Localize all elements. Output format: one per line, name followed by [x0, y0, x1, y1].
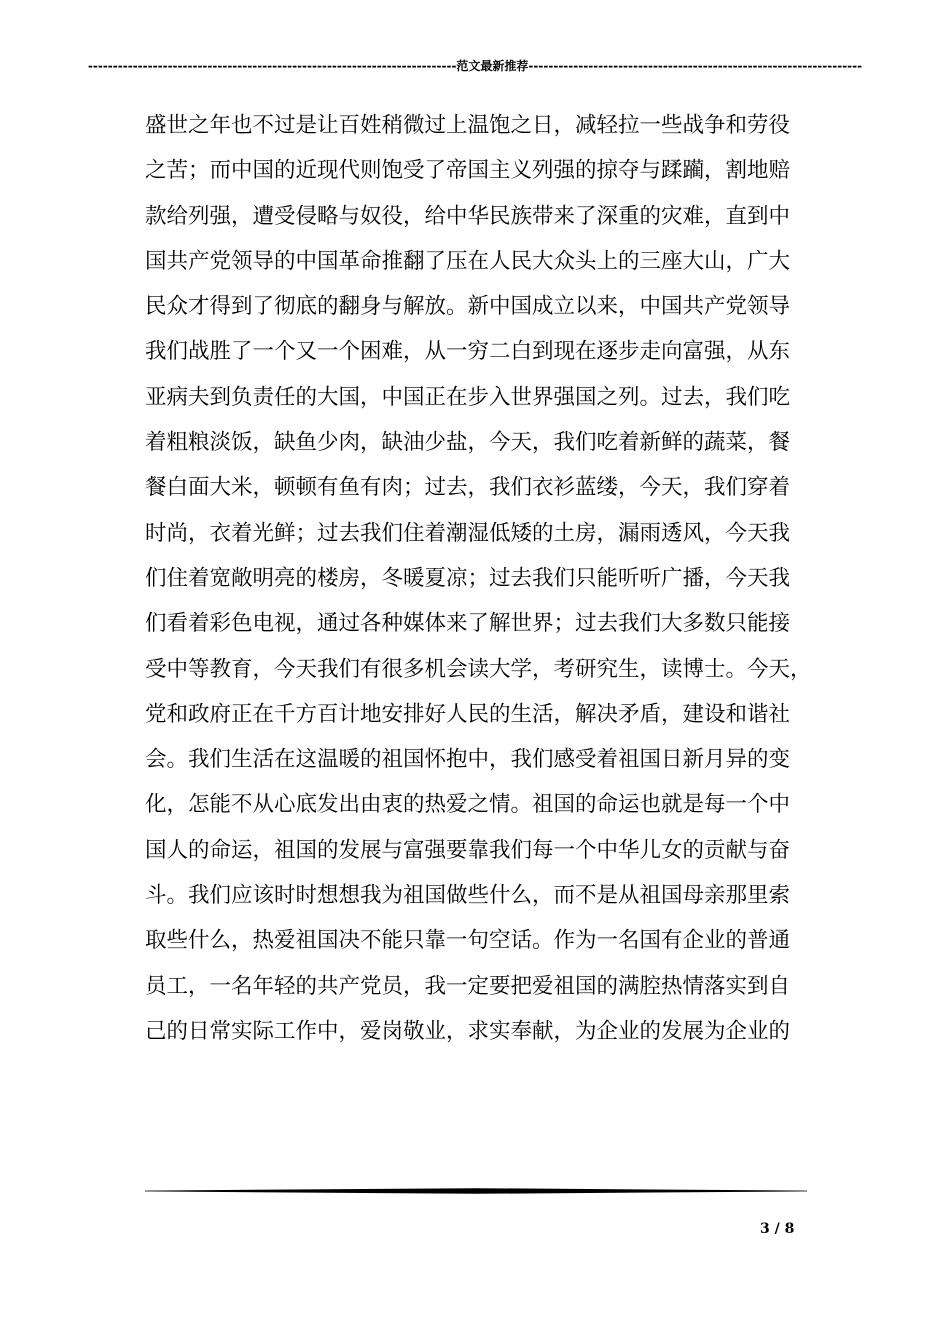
- text-line: 民众才得到了彻底的翻身与解放。新中国成立以来，中国共产党领导: [145, 294, 791, 320]
- footer-divider: [145, 1187, 807, 1195]
- page-number: 3 / 8: [760, 1221, 795, 1237]
- text-line: 盛世之年也不过是让百姓稍微过上温饱之日，减轻拉一些战争和劳役: [145, 113, 791, 138]
- text-line: 己的日常实际工作中，爱岗敬业，求实奉献，为企业的发展为企业的: [145, 1018, 791, 1044]
- text-line: 时尚，衣着光鲜；过去我们住着潮湿低矮的土房，漏雨透风，今天我: [145, 520, 791, 546]
- text-line: 化，怎能不从心底发出由衷的热爱之情。祖国的命运也就是每一个中: [145, 792, 791, 818]
- text-line: 会。我们生活在这温暖的祖国怀抱中，我们感受着祖国日新月异的变: [145, 747, 791, 773]
- text-line: 员工，一名年轻的共产党员，我一定要把爱祖国的满腔热情落实到自: [145, 973, 791, 999]
- text-line: 国人的命运，祖国的发展与富强要靠我们每一个中华儿女的贡献与奋: [145, 837, 791, 863]
- text-line: 我们战胜了一个又一个困难，从一穷二白到现在逐步走向富强，从东: [145, 339, 791, 365]
- text-line: 党和政府正在千方百计地安排好人民的生活，解决矛盾，建设和谐社: [145, 701, 791, 727]
- text-line: 餐白面大米，顿顿有鱼有肉；过去，我们衣衫蓝缕，今天，我们穿着: [145, 475, 791, 501]
- text-line: 款给列强，遭受侵略与奴役，给中华民族带来了深重的灾难，直到中: [145, 203, 791, 229]
- body-text: [145, 103, 821, 1054]
- text-line: 受中等教育，今天我们有很多机会读大学，考研究生，读博士。今天，: [145, 656, 812, 682]
- text-line: 取些什么，热爱祖国决不能只靠一句空话。作为一名国有企业的普通: [145, 928, 791, 954]
- page-header: --------------------------------------------------------------------------范文最新推荐-------------------------------------------------------------------: [87, 59, 863, 73]
- text-line: 之苦；而中国的近现代则饱受了帝国主义列强的掠夺与蹂躏，割地赔: [145, 158, 791, 184]
- text-line: 们看着彩色电视，通过各种媒体来了解世界；过去我们大多数只能接: [145, 611, 791, 637]
- text-line: 亚病夫到负责任的大国，中国正在步入世界强国之列。过去，我们吃: [145, 384, 791, 410]
- text-line: 斗。我们应该时时想想我为祖国做些什么，而不是从祖国母亲那里索: [145, 883, 791, 909]
- text-line: 们住着宽敞明亮的楼房，冬暖夏凉；过去我们只能听听广播，今天我: [145, 565, 791, 591]
- text-line: 着粗粮淡饭，缺鱼少肉，缺油少盐，今天，我们吃着新鲜的蔬菜，餐: [145, 430, 791, 456]
- text-line: 国共产党领导的中国革命推翻了压在人民大众头上的三座大山，广大: [145, 248, 791, 274]
